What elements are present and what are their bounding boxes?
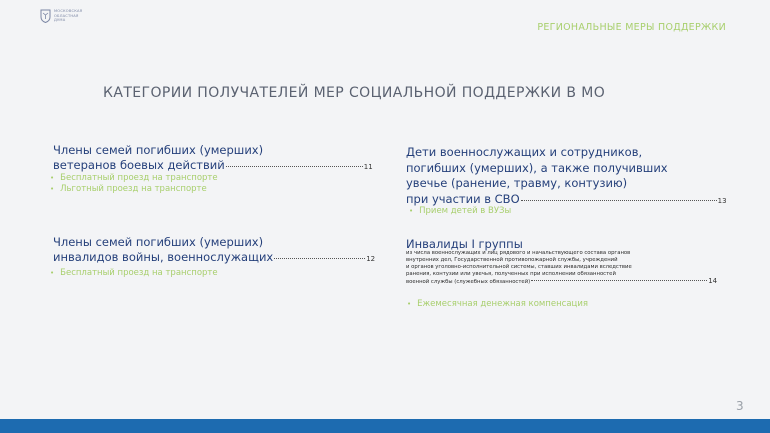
detail-line-with-page: военной службы (служебных обязанностей) 14 — [406, 277, 718, 286]
category-detail — [406, 250, 717, 286]
detail-line: ранения, контузии или увечья, полученных при исполнении обязанностей — [406, 271, 616, 278]
category-title — [53, 235, 375, 267]
logo-line: ОБЛАСТНАЯ — [54, 13, 79, 18]
title-line-with-page: ветеранов боевых действий 11 — [53, 158, 373, 175]
page-ref: 13 — [717, 196, 727, 205]
detail-line: и органов уголовно-исполнительной системы, ставших инвалидами вследствие — [406, 264, 632, 271]
category-title — [406, 145, 727, 209]
logo-text — [54, 9, 82, 22]
category-title — [53, 143, 373, 175]
page-title: КАТЕГОРИИ ПОЛУЧАТЕЛЕЙ МЕР СОЦИАЛЬНОЙ ПОДДЕРЖКИ В МО — [103, 85, 606, 101]
title-line: Дети военнослужащих и сотрудников, — [406, 145, 643, 159]
measure-item: • Бесплатный проезд на транспорте — [50, 268, 218, 279]
measure-item: • Ежемесячная денежная компенсация — [407, 299, 588, 310]
measures-list — [409, 206, 511, 217]
detail-line: внутренних дел, Государственной противопожарной службы, учреждений — [406, 257, 618, 264]
measures-list — [50, 173, 218, 195]
measure-item: • Прием детей в ВУЗы — [409, 206, 511, 217]
dot-leader — [531, 280, 707, 281]
page-ref: 14 — [708, 277, 718, 286]
page-ref: 11 — [363, 163, 373, 171]
section-title: РЕГИОНАЛЬНЫЕ МЕРЫ ПОДДЕРЖКИ — [537, 22, 726, 33]
measures-list — [50, 268, 218, 279]
measure-item: • Бесплатный проезд на транспорте — [50, 173, 218, 184]
detail-line: из числа военнослужащих и лиц рядового и начальствующего состава органов — [406, 250, 631, 256]
duma-emblem-icon — [40, 9, 51, 23]
page-ref: 12 — [366, 255, 376, 263]
measures-list — [407, 299, 588, 310]
page-number: 3 — [736, 399, 744, 413]
logo — [40, 9, 82, 23]
title-line: Инвалиды I группы — [406, 237, 523, 251]
logo-line: МОСКОВСКАЯ — [54, 9, 83, 14]
title-line-with-page: инвалидов войны, военнослужащих 12 — [53, 250, 375, 267]
footer-bar — [0, 419, 770, 433]
logo-line: ДУМА — [54, 18, 66, 23]
dot-leader — [226, 166, 363, 167]
title-line: увечье (ранение, травму, контузию) — [406, 176, 628, 190]
title-line: погибших (умерших), а также получивших — [406, 160, 668, 175]
title-line: Члены семей погибших (умерших) — [53, 235, 264, 249]
dot-leader — [521, 200, 717, 201]
title-line: Члены семей погибших (умерших) — [53, 143, 264, 157]
measure-item: • Льготный проезд на транспорте — [50, 184, 218, 195]
dot-leader — [274, 258, 365, 259]
title-line-with-page: при участии в СВО 13 — [406, 192, 727, 210]
